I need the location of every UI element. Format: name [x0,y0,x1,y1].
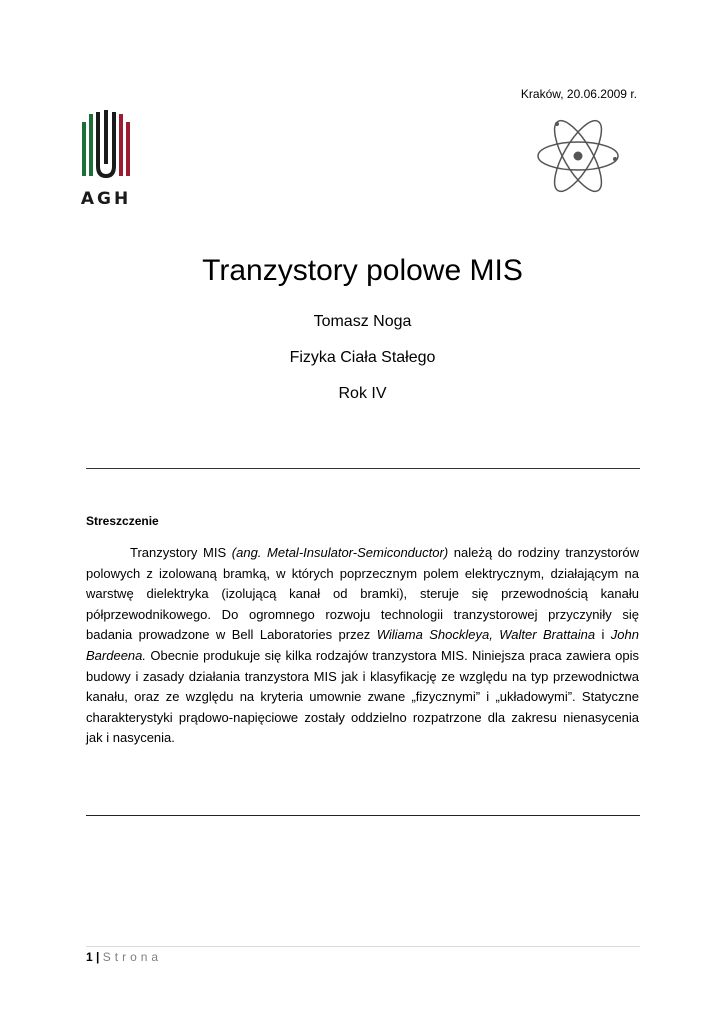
abstract-text-1: Tranzystory MIS [130,545,232,560]
abstract-paragraph [86,543,639,749]
agh-logo [78,110,134,210]
bottom-divider [86,815,640,816]
footer-divider [86,946,640,947]
author-name: Tomasz Noga [313,313,412,330]
abstract-names-1: Wiliama Shockleya, Walter Brattaina [376,627,596,643]
logo-text: AGH [80,189,132,209]
study-year: Rok IV [338,385,387,402]
abstract-heading: Streszczenie [86,514,159,528]
page-word: Strona [102,950,163,964]
course-name: Fizyka Ciała Stałego [289,349,436,366]
top-divider [86,468,640,469]
footer-separator: | [96,950,100,964]
document-title: Tranzystory polowe MIS [202,254,523,287]
document-date: Kraków, 20.06.2009 r. [520,87,637,101]
page-footer [86,950,162,964]
page-number: 1 [86,950,93,964]
abstract-names-2: John Bardeena. [86,627,639,663]
abstract-term: (ang. Metal-Insulator-Semiconductor) [231,545,449,560]
abstract-text-4: Obecnie produkuje się kilka rodzajów tranzystora MIS. Niniejsza praca zawiera opis budowy i zasady działania tranzystora MIS jak i klasyfikację ze względu na typ przewodnictwa kanału, oraz ze względu na kryteria umownie zwane „fizycznymi” i „układowymi”. Statyczne charakterystyki prądowo-napięciowe zostały oddzielno rozpatrzone dla zakresu nienasycenia jak i nasycenia. [86,647,639,746]
abstract-text-3: i [595,627,611,643]
atom-icon [535,113,621,199]
abstract-text-2: należą do rodziny tranzystorów polowych z izolowaną bramką, w których poprzecznym polem elektrycznym, działającym na warstwę dielektryka (izolującą kanał od bramki), steruje się przewodnością kanału półprzewodnikowego. Do ogromnego rozwoju technologii tranzystorowej przyczyniły się badania prowadzone w Bell Laboratories przez [86,545,640,643]
